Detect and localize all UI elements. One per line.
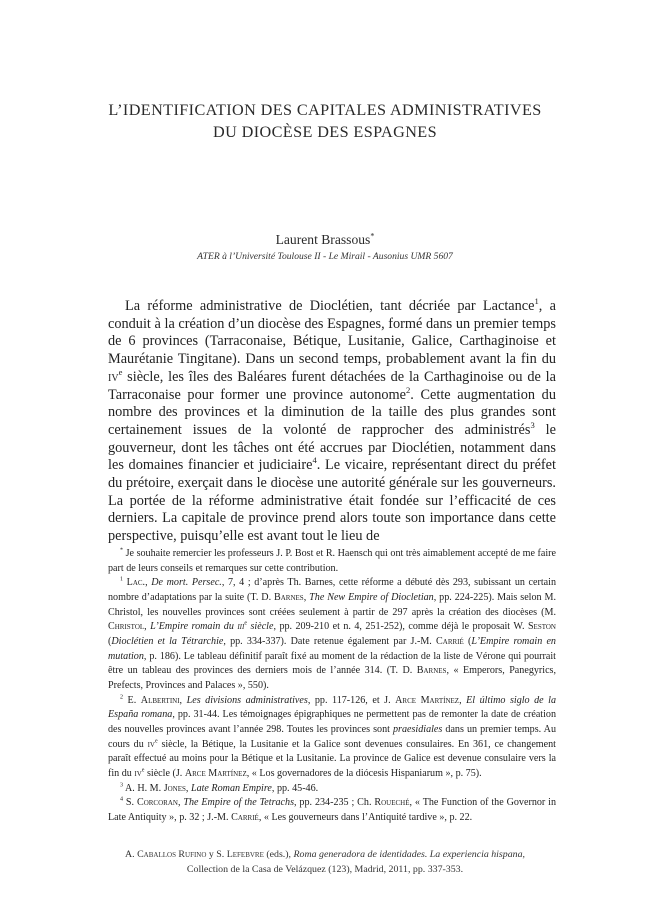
footnote-ref[interactable]: 4 xyxy=(312,455,317,466)
citation-line-1: A. Caballos Rufino y S. Lefebvre (eds.), Roma generadora de identidades. La experiencia hispana, xyxy=(125,849,525,860)
footnote-3: $^3$ A. H. M. Jones, Late Roman Empire, pp. 45-46. xyxy=(120,782,319,794)
footnote-ref[interactable]: 3 xyxy=(530,420,535,431)
body-text xyxy=(108,298,556,546)
author-name xyxy=(0,232,650,248)
author-affiliation: ATER à l’Université Toulouse II - Le Mirail - Ausonius UMR 5607 xyxy=(197,251,453,262)
footnotes xyxy=(108,547,556,825)
footnote-4: $^4$ S. Corcoran, The Empire of the Tetrachs, pp. 234-235 ; Ch. Roueché, « The Function of the Governor in Late Antiquity », p. 32 ; J.-M. Carrié, « Les gouverneurs dans l’Antiquité tardive », p. 22. xyxy=(108,796,557,823)
citation-line-2: Collection de la Casa de Velázquez (123), Madrid, 2011, pp. 337-353. xyxy=(186,863,464,875)
footnote-number: 1 xyxy=(120,576,124,583)
footnote-ref[interactable]: 1 xyxy=(534,296,539,307)
body-paragraph: La réforme administrative de Dioclétien, tant décriée par Lactance$^1$, a conduit à la création d’un diocèse des Espagnes, formé dans un premier temps de 6 provinces (Tarraconaise, Bétique, Lusitanie, Galice, Carthaginoise et Maurétanie Tingitane). Dans un second temps, probablement avant la fin du $iv^e$ siècle, les îles des Baléares furent détachées de la Carthaginoise ou de la Tarraconaise pour former une province autonome$^2$. Cette augmentation du nombre des provinces et la diminution de la taille des plus grandes sont certainement issues de la volonté de rapprocher des administrés$^3$ le gouverneur, dont les tâches ont été accrues par Dioclétien, notamment dans les domaines financier et judiciaire$^4$. Le vicaire, représentant direct du préfet du prétoire, exerçait dans le diocèse une autorité générale sur les gouverneurs. La portée de la réforme administrative était fondée sur l’efficacité de ces derniers. La capitale de province prend alors toute son importance dans cette perspective, puisqu’elle est avant tout le lieu de xyxy=(108,296,556,545)
footnote-2: $^2$ E. Albertini, Les divisions administratives, pp. 117-126, et J. Arce Martínez, El último siglo de la España romana, pp. 31-44. Les témoignages épigraphiques ne permettent pas de remonter la date de création des nouvelles provinces avant l’année 298. Toutes les provinces sont praesidiales dans un premier temps. Au cours du $iv^e$ siècle, la Bétique, la Lusitanie et la Galice sont devenues consulaires. En 361, ce changement paraît effectué au moins pour la Bétique et la Lusitanie. La province de Galice est devenue consulaire vers la fin du $iv^e$ siècle (J. Arce Martínez, « Los governadores de la diócesis Hispaniarum », p. 75). xyxy=(108,694,557,779)
footnote-number: * xyxy=(120,547,124,554)
footnote-1: $^1$ Lac., De mort. Persec., 7, 4 ; d’après Th. Barnes, cette réforme a débuté dès 293, subissant un certain nombre d’adaptations par la suite (T. D. Barnes, The New Empire of Diocletian, pp. 224-225). Mais selon M. Christol, les nouvelles provinces sont créées seulement à partir de 297 après la création des diocèses (M. Christol, L’Empire romain du iii$^e$ siècle, pp. 209-210 et n. 4, 251-252), comme déjà le proposait W. Seston (Dioclétien et la Tétrarchie, pp. 334-337). Date retenue également par J.-M. Carrié (L’Empire romain en mutation, p. 186). Le tableau définitif paraît fixé au moment de la rédaction de la liste de Vérone qui pourrait être un tableau des provinces des derniers mois de l’année 314. (T. D. Barnes, « Emperors, Panegyrics, Prefects, Provinces and Palaces », 550). xyxy=(108,576,557,691)
article-title-line-2: DU DIOCÈSE DES ESPAGNES xyxy=(212,123,437,141)
footnote-number: 3 xyxy=(120,782,124,789)
author-footnote-mark: * xyxy=(370,231,375,241)
author-name-text: Laurent Brassous xyxy=(275,232,371,247)
citation-footer xyxy=(0,848,650,877)
footnote-star: * Je souhaite remercier les professeurs J. P. Bost et R. Haensch qui ont très aimablement accepté de me faire part de leurs conseils et remarques sur cette contribution. xyxy=(108,547,556,574)
footnote-ref[interactable]: 2 xyxy=(406,384,411,395)
article-title-line-1: L’IDENTIFICATION DES CAPITALES ADMINISTRATIVES xyxy=(108,101,542,119)
footnote-number: 2 xyxy=(120,694,124,701)
footnote-number: 4 xyxy=(120,796,124,803)
